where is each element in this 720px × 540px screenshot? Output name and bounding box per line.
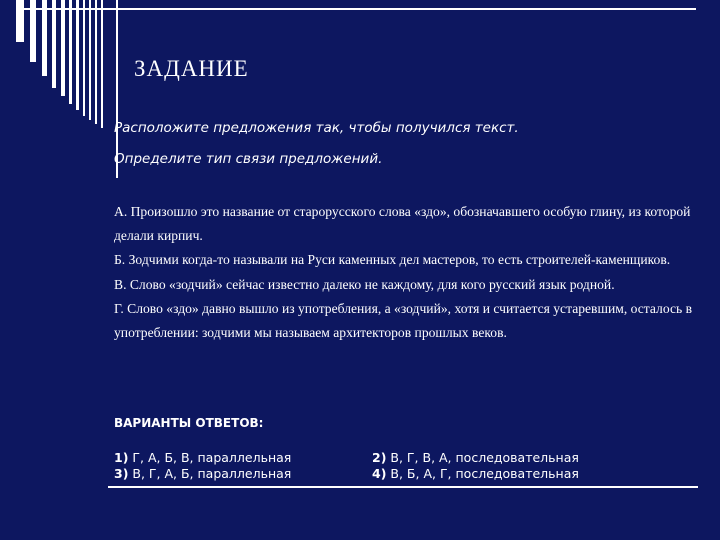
answer-option-1	[114, 450, 291, 465]
answer-text: Г, А, Б, В, параллельная	[128, 450, 292, 465]
slide-title: ЗАДАНИЕ	[134, 56, 249, 81]
instruction-line-2: Определите тип связи предложений.	[114, 151, 383, 167]
instruction-line-1: Расположите предложения так, чтобы получился текст.	[114, 120, 519, 136]
sentence-g: Г. Слово «здо» давно вышло из употребления, а «зодчий», хотя и считается устаревшим, осталось в употреблении: зодчими мы называем архитекторов прошлых веков.	[114, 300, 693, 341]
answer-option-2	[372, 450, 579, 465]
answers-heading: ВАРИАНТЫ ОТВЕТОВ:	[114, 416, 264, 430]
answer-number: 3)	[114, 466, 129, 481]
sentence-b: Б. Зодчими когда-то называли на Руси каменных дел мастеров, то есть строителей-каменщиков.	[114, 252, 671, 268]
sentence-v: В. Слово «зодчий» сейчас известно далеко не каждому, для кого русский язык родной.	[114, 276, 615, 292]
answer-number: 1)	[114, 450, 129, 465]
answer-number: 4)	[372, 466, 387, 481]
answer-option-4	[372, 466, 579, 481]
answer-text: В, Г, А, Б, параллельная	[128, 466, 292, 481]
sentences-block	[114, 200, 694, 345]
top-rule	[16, 8, 696, 10]
answer-text: В, Г, В, А, последовательная	[386, 450, 579, 465]
answer-number: 2)	[372, 450, 387, 465]
decorative-stripes	[16, 0, 136, 170]
answer-option-3	[114, 466, 291, 481]
bottom-rule	[108, 486, 698, 488]
answer-text: В, Б, А, Г, последовательная	[386, 466, 579, 481]
sentence-a: А. Произошло это название от старорусского слова «здо», обозначавшего особую глину, из которой делали кирпич.	[114, 204, 691, 244]
